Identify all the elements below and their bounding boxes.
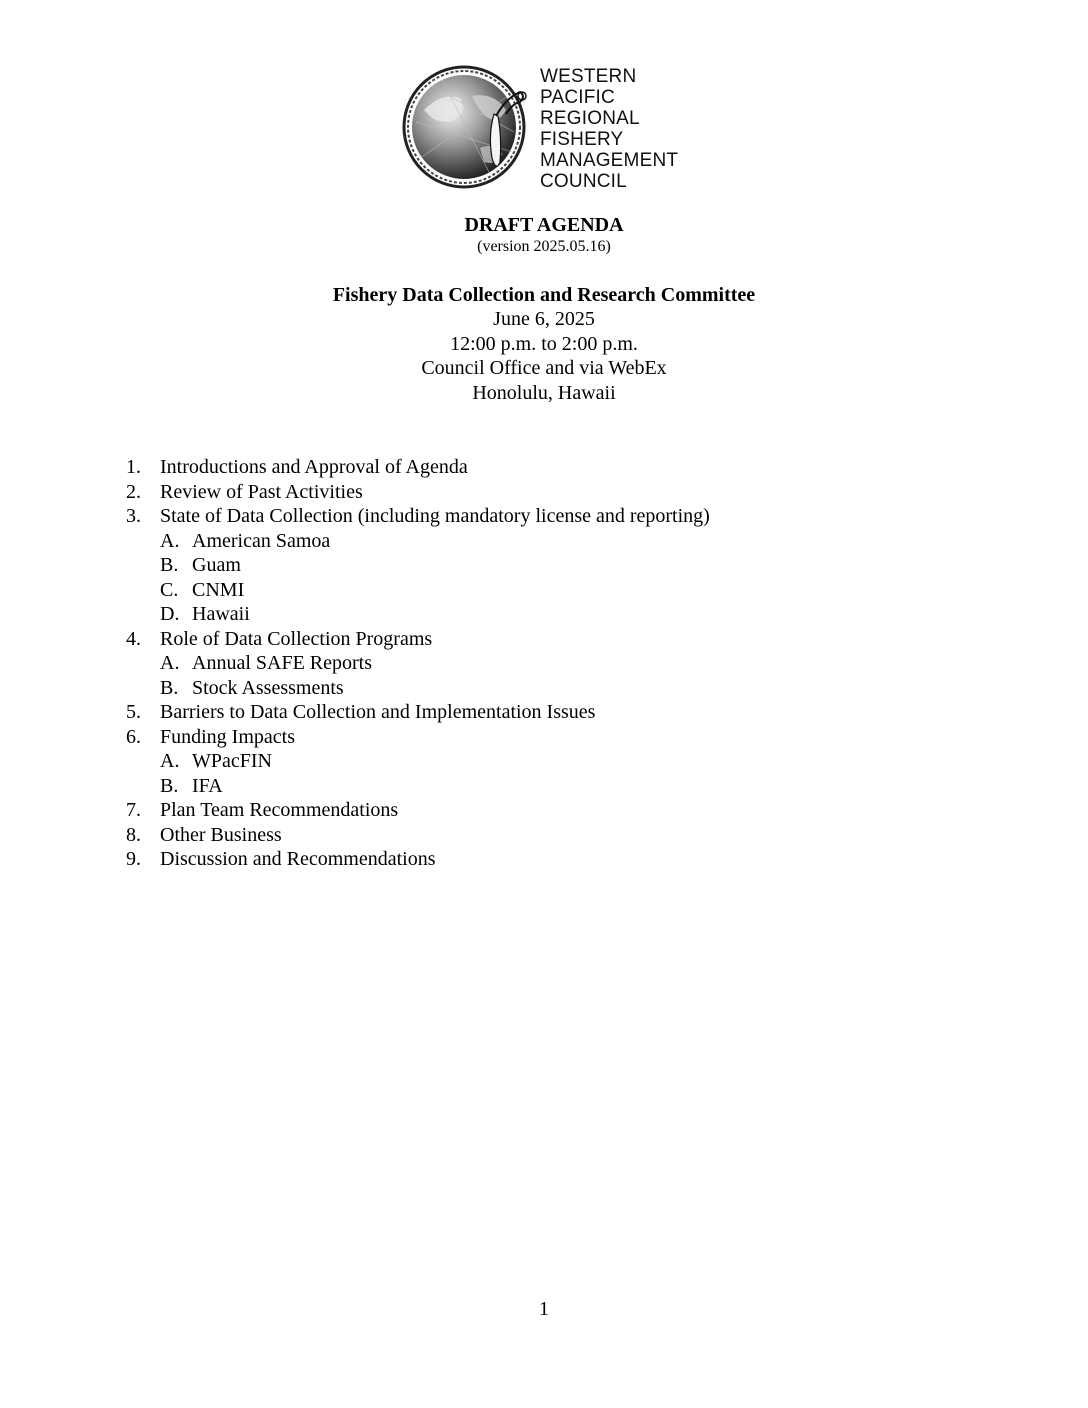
logo-line: FISHERY: [540, 129, 624, 150]
page-number: 1: [539, 1298, 549, 1320]
subitem-letter: A.: [160, 529, 180, 552]
item-number: 2.: [126, 480, 141, 503]
subitem-text: American Samoa: [192, 529, 331, 552]
item-text: Barriers to Data Collection and Implementation Issues: [160, 701, 596, 723]
logo-line: PACIFIC: [540, 87, 615, 108]
item-number: 5.: [126, 701, 141, 723]
item-text: Review of Past Activities: [160, 480, 363, 503]
item-text: State of Data Collection (including mandatory license and reporting): [160, 505, 710, 527]
item-text: Introductions and Approval of Agenda: [160, 456, 468, 478]
item-text: Plan Team Recommendations: [160, 799, 399, 821]
subitem-text: Annual SAFE Reports: [192, 652, 372, 674]
subitem-letter: B.: [160, 676, 179, 699]
council-name: [540, 66, 678, 192]
item-number: 1.: [126, 456, 141, 478]
subitem-text: WPacFIN: [192, 750, 272, 772]
subitem-text: Stock Assessments: [192, 676, 344, 699]
subitem-letter: C.: [160, 578, 179, 601]
item-text: Funding Impacts: [160, 725, 295, 748]
logo-line: REGIONAL: [540, 108, 640, 129]
item-number: 4.: [126, 627, 141, 650]
item-number: 6.: [126, 725, 141, 748]
globe-emblem-icon: [402, 62, 534, 192]
logo-line: WESTERN: [540, 66, 637, 87]
subitem-letter: A.: [160, 652, 180, 674]
document-version: (version 2025.05.16): [477, 238, 611, 255]
subitem-text: CNMI: [192, 578, 245, 601]
item-number: 3.: [126, 505, 141, 527]
meeting-time: 12:00 p.m. to 2:00 p.m.: [450, 333, 638, 355]
subitem-letter: D.: [160, 603, 180, 625]
logo-line: MANAGEMENT: [540, 150, 679, 171]
item-text: Role of Data Collection Programs: [160, 627, 433, 650]
meeting-venue: Council Office and via WebEx: [421, 357, 667, 379]
subitem-text: IFA: [192, 774, 223, 797]
item-number: 9.: [126, 848, 141, 870]
item-text: Other Business: [160, 823, 282, 846]
item-number: 8.: [126, 823, 141, 846]
document-title: DRAFT AGENDA: [464, 214, 624, 236]
subitem-letter: B.: [160, 554, 179, 576]
subitem-letter: A.: [160, 750, 180, 772]
subitem-text: Guam: [192, 554, 241, 576]
logo-line: COUNCIL: [540, 171, 627, 192]
subitem-text: Hawaii: [192, 603, 250, 625]
council-logo: [402, 62, 692, 192]
committee-name: Fishery Data Collection and Research Committee: [332, 284, 756, 306]
item-text: Discussion and Recommendations: [160, 848, 436, 870]
meeting-date: June 6, 2025: [493, 308, 595, 330]
meeting-location: Honolulu, Hawaii: [472, 382, 616, 404]
item-number: 7.: [126, 799, 141, 821]
subitem-letter: B.: [160, 774, 179, 797]
